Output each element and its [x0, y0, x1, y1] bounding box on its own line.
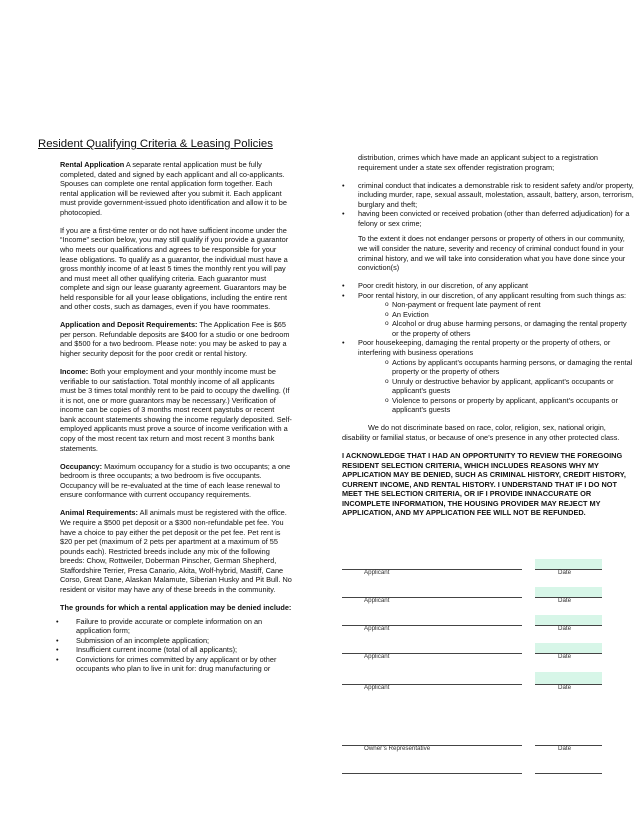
owner-representative-signature-line[interactable]: [342, 745, 522, 746]
list-item: • having been convicted or received probation (other than deferred adjudication) for a felony or sex crime;: [342, 209, 634, 228]
date-field[interactable]: [535, 643, 602, 653]
income-section: [60, 367, 292, 453]
date-label: Date: [558, 684, 572, 691]
applicant-signature-line[interactable]: [342, 597, 522, 598]
occupancy-section: [60, 462, 292, 500]
occupancy-heading: Occupancy:: [60, 461, 103, 471]
deposit-text: The Application Fee is $65 per person. Refundable deposits are $400 for a studio or one bedroom and $500 for a two bedroom. Please note: you may be asked to pay a higher security deposit for the poor credit or rental history.: [60, 320, 290, 359]
income-text: Both your employment and your monthly income must be verifiable to our satisfaction. Total monthly income of all applicants must be 3 times total monthly rent to be paid to occupy the dwelling. (If it is not, one or more guarantors may be necessary.) Verification of income can be copies of 3 months most recent paystubs or recent bank account statements showing the income regularly deposited. Self-employed applicants must prove a source of income verification with a copy of the most recent tax return and most recent 3 months bank statements.: [60, 367, 292, 453]
list-item-text: Poor credit history, in our discretion, of any applicant: [358, 281, 529, 291]
applicant-label: Applicant: [364, 684, 390, 691]
sub-list-item: o Actions by applicant’s occupants harming persons, or damaging the rental property or the property of others: [386, 358, 634, 377]
animal-section: [60, 508, 292, 594]
guarantor-paragraph: If you are a first-time renter or do not have sufficient income under the “Income” section below, you may still qualify if you provide a guarantor who meets our qualifications and agrees to be responsible for your lease obligations. To qualify as a guarantor, the individual must have a gross monthly income of at least 5 times the monthly rent you will pay and must meet all other qualifying criteria. Each guarantor must complete and sign our lease guaranty agreement. Guarantors may be held responsible for all your lease obligations, including the entire rent and other costs, such as damages, even if you have roommates.: [60, 225, 289, 312]
history-list: [342, 281, 634, 415]
list-item-text: Poor housekeeping, damaging the rental property or the property of others, or interfering with business operations: [358, 338, 611, 358]
applicant-signature-line[interactable]: [342, 653, 522, 654]
crime-list: [342, 181, 634, 229]
rental-application-text: A separate rental application must be fully completed, dated and signed by each applicant and all co-applicants. Spouses can complete one rental application form together. Each rental application will be reviewed after you submit it. Each applicant must provide government-issued photo identification and allow it to be photocopied.: [60, 160, 287, 217]
deposit-section: [60, 320, 292, 358]
date-line: [535, 653, 602, 654]
animal-text: All animals must be registered with the office. We require a $500 pet deposit or a $300 non-refundable pet fee. You have a choice to pay either the pet deposit or the pet fee. Pet rent is $20 per pet (maximum of 2 pets per apartment at a maximum of 55 pounds each). Restricted breeds include any mix of the following breeds: Chow, Rottweiler, Doberman Pinscher, German Shepherd, Staffordshire Terrier, Presa Canario, Akita, Wolf-hybrid, Mastiff, Cane Corso, Great Dane, Alaskan Malamute, Siberian Husky and Pit Bull. No resident or visitor may have any of these breeds in the community.: [60, 508, 292, 594]
list-item: • Submission of an incomplete application;: [60, 636, 292, 646]
list-item: [342, 338, 634, 414]
date-field[interactable]: [535, 587, 602, 597]
denial-grounds-heading: The grounds for which a rental application may be denied include:: [60, 602, 292, 612]
list-item: [342, 281, 634, 291]
right-column: [342, 153, 634, 527]
sub-list-item: o Alcohol or drug abuse harming persons, or damaging the rental property or the property of others: [386, 319, 634, 338]
list-item: • Insufficient current income (total of all applicants);: [60, 645, 292, 655]
date-label: Date: [558, 597, 572, 604]
criminal-extent-paragraph: To the extent it does not endanger persons or property of others in our community, we will consider the nature, severity and recency of criminal conduct found in your criminal history, and we will take into consideration what you have done since your conviction(s): [358, 234, 626, 273]
sub-list-item: o Violence to persons or property by applicant, applicant’s occupants or applicant’s guests: [386, 396, 634, 415]
page-title: Resident Qualifying Criteria & Leasing Policies: [38, 138, 273, 150]
applicant-label: Applicant: [364, 653, 390, 660]
sub-list: [358, 358, 634, 415]
blank-date-line[interactable]: [535, 773, 602, 774]
left-column: [60, 160, 292, 674]
list-item: • Failure to provide accurate or complete information on an application form;: [60, 617, 292, 636]
date-label: Date: [558, 745, 572, 752]
list-item-text: Poor rental history, in our discretion, of any applicant resulting from such things as:: [358, 290, 627, 300]
list-item: • Convictions for crimes committed by any applicant or by other occupants who plan to live in unit for: drug manufacturing or: [60, 655, 292, 674]
list-item: • criminal conduct that indicates a demonstrable risk to resident safety and/or property, including murder, rape, sexual assault, molestation, assault, battery, arson, terrorism, burglary and theft;: [342, 181, 634, 210]
sub-list-item: o Non-payment or frequent late payment of rent: [386, 300, 634, 310]
date-line: [535, 625, 602, 626]
date-field[interactable]: [535, 559, 602, 569]
list-item: [342, 291, 634, 339]
applicant-signature-line[interactable]: [342, 625, 522, 626]
date-line: [535, 684, 602, 685]
date-line[interactable]: [535, 745, 602, 746]
occupancy-text: Maximum occupancy for a studio is two occupants; a one bedroom is three occupants; a two bedroom is five occupants. Occupancy will be re-evaluated at the time of each lease renewal to ensure conformance with current occupancy requirements.: [60, 461, 291, 500]
date-line: [535, 569, 602, 570]
rental-application-section: [60, 160, 292, 217]
date-line: [535, 597, 602, 598]
acknowledgement-statement: I ACKNOWLEDGE THAT I HAD AN OPPORTUNITY TO REVIEW THE FOREGOING RESIDENT SELECTION CRITERIA, WHICH INCLUDES REASONS WHY MY APPLICATION MAY BE DENIED, SUCH AS CRIMINAL HISTORY, CREDIT HISTORY, CURRENT INCOME, AND RENTAL HISTORY. I UNDERSTAND THAT IF I DO NOT MEET THE SELECTION CRITERIA, OR IF I PROVIDE INNACCURATE OR INCOMPLETE INFORMATION, THE HOUSING PROVIDER MAY REJECT MY APPLICATION, AND MY APPLICATION FEE WILL NOT BE REFUNDED.: [342, 451, 626, 518]
date-label: Date: [558, 625, 572, 632]
owner-representative-label: Owner’s Representative: [364, 745, 431, 752]
sub-list-item: o An Eviction: [386, 310, 634, 320]
deposit-heading: Application and Deposit Requirements:: [60, 320, 198, 330]
rental-application-heading: Rental Application: [60, 160, 125, 169]
sub-list: [358, 300, 634, 338]
date-label: Date: [558, 569, 572, 576]
sub-list-item: o Unruly or destructive behavior by applicant, applicant’s occupants or applicant’s guests: [386, 377, 634, 396]
applicant-label: Applicant: [364, 625, 390, 632]
applicant-signature-line[interactable]: [342, 684, 522, 685]
income-heading: Income:: [60, 367, 89, 377]
applicant-signature-line[interactable]: [342, 569, 522, 570]
date-label: Date: [558, 653, 572, 660]
non-discrimination-statement: We do not discriminate based on race, color, religion, sex, national origin, disability or familial status, or because of one’s presence in any other protected class.: [342, 423, 620, 442]
applicant-label: Applicant: [364, 569, 390, 576]
continuation-text: distribution, crimes which have made an applicant subject to a registration requirement under a state sex offender registration program;: [358, 153, 599, 172]
date-field[interactable]: [535, 672, 602, 684]
animal-heading: Animal Requirements:: [60, 508, 138, 518]
applicant-label: Applicant: [364, 597, 390, 604]
date-field[interactable]: [535, 615, 602, 625]
blank-signature-line[interactable]: [342, 773, 522, 774]
denial-grounds-list: [60, 617, 292, 674]
